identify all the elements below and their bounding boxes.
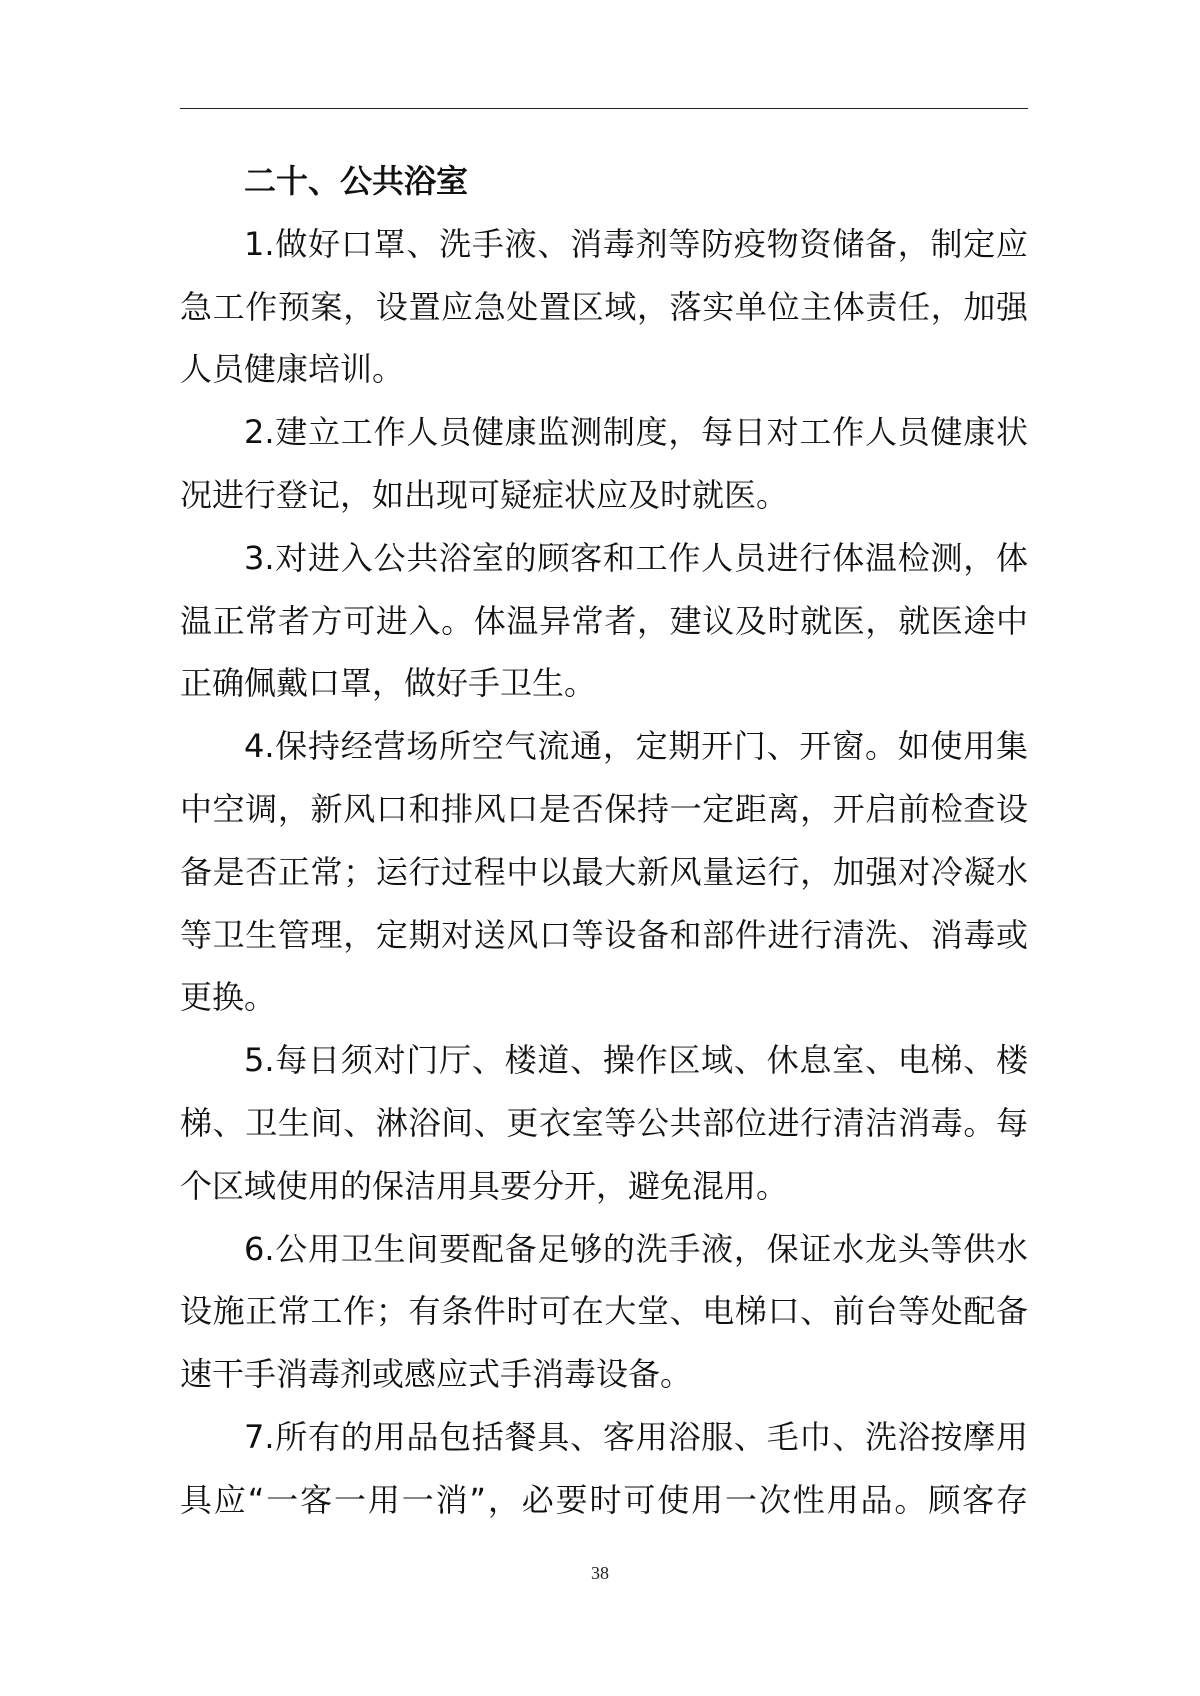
text-line: 速干手消毒剂或感应式手消毒设备。: [180, 1355, 693, 1394]
text-line: 个区域使用的保洁用具要分开，避免混用。: [180, 1166, 789, 1205]
header-rule: [180, 108, 1028, 109]
text-line: 正确佩戴口罩，做好手卫生。: [180, 664, 597, 703]
text-line: 1.做好口罩、洗手液、消毒剂等防疫物资储备，制定应: [244, 224, 1028, 263]
page-number: 38: [591, 1563, 609, 1583]
text-line: 中空调，新风口和排风口是否保持一定距离，开启前检查设: [180, 789, 1028, 828]
text-line: 梯、卫生间、淋浴间、更衣室等公共部位进行清洁消毒。每: [180, 1103, 1028, 1142]
text-line: 更换。: [180, 978, 277, 1017]
text-line: 7.所有的用品包括餐具、客用浴服、毛巾、洗浴按摩用: [244, 1417, 1028, 1456]
text-line: 况进行登记，如出现可疑症状应及时就医。: [180, 475, 789, 514]
text-line: 6.公用卫生间要配备足够的洗手液，保证水龙头等供水: [244, 1229, 1028, 1268]
text-line: 设施正常工作；有条件时可在大堂、电梯口、前台等处配备: [180, 1292, 1028, 1331]
text-line: 4.保持经营场所空气流通，定期开门、开窗。如使用集: [244, 727, 1028, 766]
text-line: 温正常者方可进入。体温异常者，建议及时就医，就医途中: [180, 601, 1028, 640]
text-line: 等卫生管理，定期对送风口等设备和部件进行清洗、消毒或: [180, 915, 1028, 954]
text-line: 3.对进入公共浴室的顾客和工作人员进行体温检测，体: [244, 538, 1028, 577]
text-line: 人员健康培训。: [180, 350, 405, 389]
text-line: 急工作预案，设置应急处置区域，落实单位主体责任，加强: [180, 287, 1028, 326]
document-body: [180, 150, 1028, 1532]
text-line: 2.建立工作人员健康监测制度，每日对工作人员健康状: [244, 413, 1028, 452]
text-line: 备是否正常；运行过程中以最大新风量运行，加强对冷凝水: [180, 852, 1028, 891]
text-line: 5.每日须对门厅、楼道、操作区域、休息室、电梯、楼: [244, 1041, 1028, 1080]
section-heading: 二十、公共浴室: [244, 162, 469, 200]
text-line: 具应“一客一用一消”，必要时可使用一次性用品。顾客存: [180, 1480, 1028, 1519]
